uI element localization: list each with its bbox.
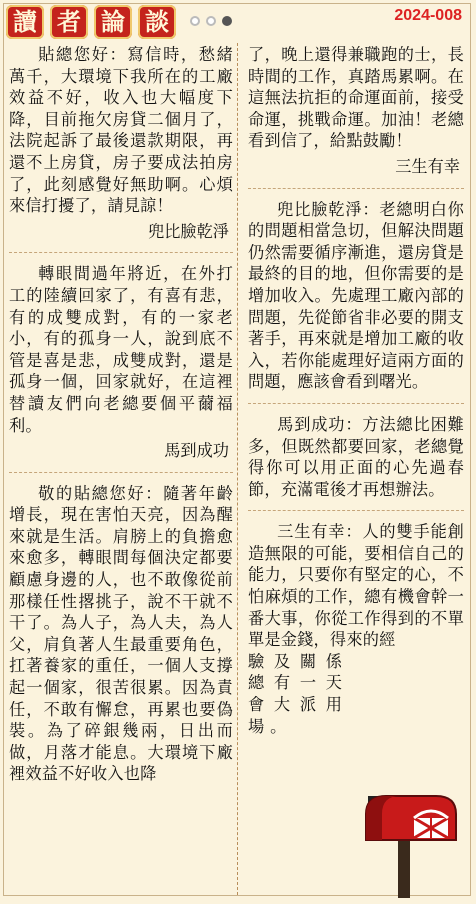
- letter-paragraph: 轉眼間過年將近，在外打工的陸續回家了，有喜有悲，有的成雙成對，有的一家老小，有的孤身一人，說到底不管是喜是悲，成雙成對，還是孤身一個，回家就好，在這裡替讀友們向老總要個平薾福利。: [9, 264, 233, 435]
- header: [6, 4, 470, 38]
- letter-signature: 三生有幸: [395, 156, 460, 176]
- mailbox-icon: [352, 782, 464, 900]
- right-column: [248, 44, 464, 737]
- letter-paragraph: 了，晚上還得兼職跑的士，長時間的工作，真踏馬累啊。在這無法抗拒的命運面前，接受命運，挑戰命運。加油！老總看到信了，給點鼓勵！: [248, 45, 464, 151]
- title-char-2: 者: [50, 5, 88, 39]
- issue-number: 2024-008: [394, 7, 462, 24]
- section-separator: [248, 510, 464, 511]
- section-separator: [248, 403, 464, 404]
- decor-dot: [222, 16, 232, 26]
- section-separator: [248, 188, 464, 189]
- title-char-1: 讀: [6, 5, 44, 39]
- left-column: [9, 44, 233, 785]
- reply-paragraph-end: 驗及關係總有一天會大派用場。: [248, 651, 348, 736]
- letter-paragraph: 貼總您好：寫信時，愁緒萬千，大環境下我所在的工廠效益不好，收入也大幅度下降，目前拖欠房貸二個月了，法院起訴了最後還款期限，再還不上房貸，房子要成法拍房了，此刻感覺好無助啊。心煩來信打擾了，請見諒！: [9, 45, 233, 216]
- title-char-4: 談: [138, 5, 176, 39]
- letter-paragraph: 敬的貼總您好：隨著年齡增長，現在害怕天亮，因為醒來就是生活。肩膀上的負擔愈來愈多，轉眼間每個決定都要顧慮身邊的人，也不敢像從前那樣任性撂挑子，說不干就不干了。為人子，為人夫，為人父，肩負著人生最重要角色，扛著養家的重任，一個人支撐起一個家，很苦很累。因為責任，不敢有懈怠，再累也要偽裝。為了碎銀幾兩，日出而做，月落才能息。大環境下廠裡效益不好收入也降: [9, 483, 233, 784]
- reply-paragraph: 兜比臉乾淨：老總明白你的問題相當急切，但解決問題仍然需要循序漸進，還房貸是最終的目的地，但你需要的是增加收入。先處理工廠內部的問題，先從節省非必要的開支著手，再來就是增加工廠的收入，若你能處理好這兩方面的問題，應該會看到曙光。: [248, 199, 464, 392]
- decor-dot: [206, 16, 216, 26]
- letter-signature: 兜比臉乾淨: [148, 221, 229, 241]
- section-separator: [9, 472, 233, 473]
- section-separator: [9, 252, 233, 253]
- reply-paragraph: 三生有幸：人的雙手能創造無限的可能，要相信自己的能力，只要你有堅定的心，不怕麻煩的工作，總有機會幹一番大事，你從工作得到的不單單是金錢，得來的經: [248, 522, 464, 650]
- decor-dot: [190, 16, 200, 26]
- letter-signature: 馬到成功: [164, 441, 229, 461]
- column-divider: [237, 43, 238, 895]
- title-char-3: 論: [94, 5, 132, 39]
- reply-paragraph: 馬到成功：方法總比困難多，但既然都要回家，老總覺得你可以用正面的心先過春節，充滿電後才再想辦法。: [248, 414, 464, 499]
